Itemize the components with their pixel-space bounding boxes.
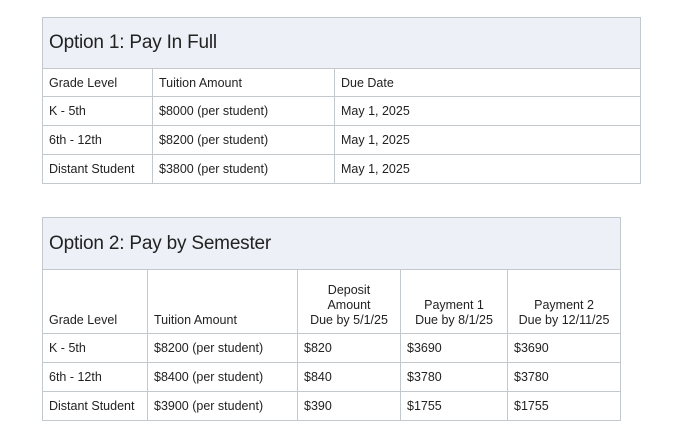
tuition-cell: $8400 (per student) (148, 363, 298, 392)
tuition-cell: $8000 (per student) (153, 97, 335, 126)
pay-in-full-table (42, 17, 641, 184)
pay-by-semester-title: Option 2: Pay by Semester (43, 218, 621, 270)
payment-2-cell: $1755 (508, 392, 621, 421)
header-payment-2 (508, 270, 621, 334)
header-grade-level: Grade Level (43, 69, 153, 97)
deposit-cell: $820 (298, 334, 401, 363)
header-payment-1-line1: Payment 1 (424, 298, 484, 312)
tuition-cell: $8200 (per student) (153, 126, 335, 155)
grade-cell: K - 5th (43, 334, 148, 363)
due-date-cell: May 1, 2025 (335, 126, 641, 155)
grade-cell: 6th - 12th (43, 126, 153, 155)
pay-in-full-title: Option 1: Pay In Full (43, 18, 641, 69)
grade-cell: Distant Student (43, 392, 148, 421)
header-payment-2-line2: Due by 12/11/25 (518, 313, 610, 327)
payment-1-cell: $3780 (401, 363, 508, 392)
header-due-date: Due Date (335, 69, 641, 97)
header-payment-2-line1: Payment 2 (534, 298, 594, 312)
payment-1-cell: $1755 (401, 392, 508, 421)
header-payment-1-line2: Due by 8/1/25 (415, 313, 493, 327)
due-date-cell: May 1, 2025 (335, 97, 641, 126)
header-tuition-amount: Tuition Amount (153, 69, 335, 97)
table-row (43, 97, 641, 126)
table-row (43, 392, 621, 421)
header-deposit-line1: Deposit (327, 283, 371, 297)
header-deposit-line2: Amount (327, 298, 371, 312)
tuition-cell: $8200 (per student) (148, 334, 298, 363)
header-deposit (298, 270, 401, 334)
table-row (43, 155, 641, 184)
header-tuition-amount: Tuition Amount (148, 270, 298, 334)
deposit-cell: $390 (298, 392, 401, 421)
tuition-cell: $3800 (per student) (153, 155, 335, 184)
payment-2-cell: $3690 (508, 334, 621, 363)
tuition-cell: $3900 (per student) (148, 392, 298, 421)
header-payment-1 (401, 270, 508, 334)
grade-cell: 6th - 12th (43, 363, 148, 392)
payment-1-cell: $3690 (401, 334, 508, 363)
header-grade-level: Grade Level (43, 270, 148, 334)
due-date-cell: May 1, 2025 (335, 155, 641, 184)
header-deposit-line3: Due by 5/1/25 (310, 313, 388, 327)
deposit-cell: $840 (298, 363, 401, 392)
pay-by-semester-table (42, 217, 621, 421)
table-row (43, 126, 641, 155)
table-row (43, 334, 621, 363)
grade-cell: Distant Student (43, 155, 153, 184)
grade-cell: K - 5th (43, 97, 153, 126)
payment-2-cell: $3780 (508, 363, 621, 392)
table-row (43, 363, 621, 392)
